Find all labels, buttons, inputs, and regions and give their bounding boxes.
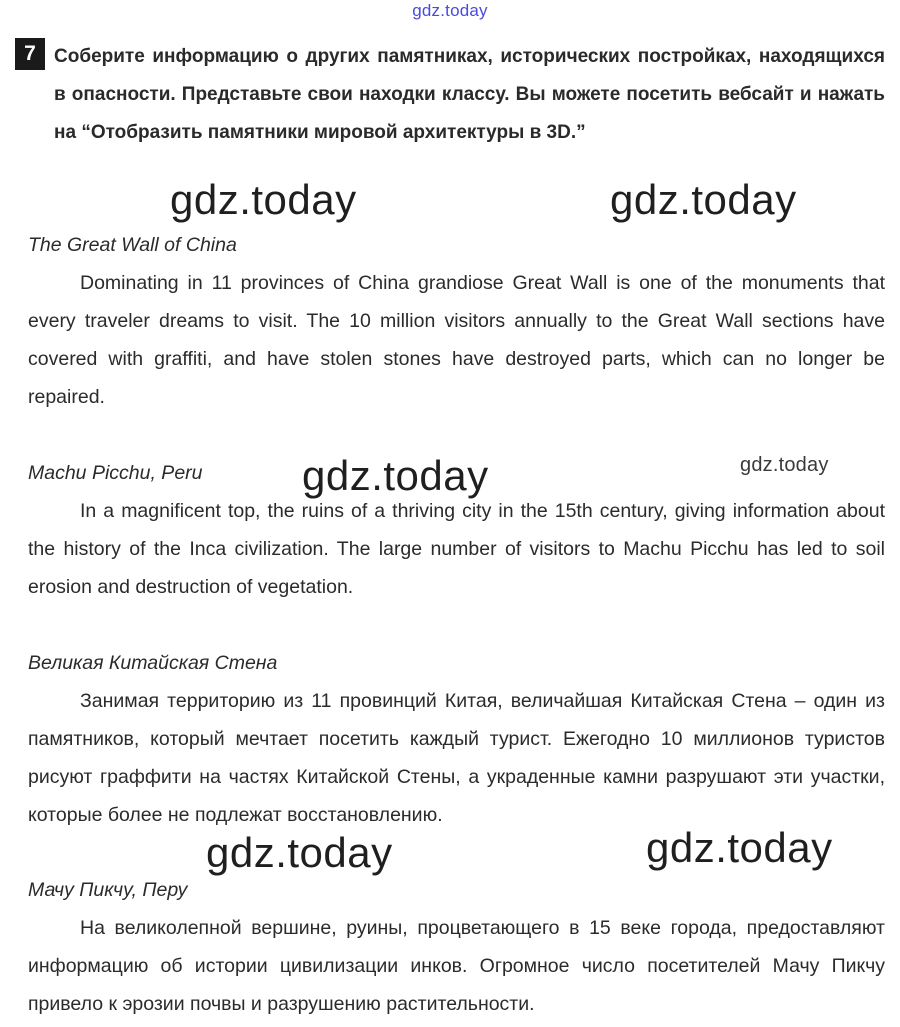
section-body: На великолепной вершине, руины, процветающего в 15 веке города, предоставляют информацию об истории цивилизации инков. Огромное число посетителей Мачу Пикчу привело к эрозии почвы и разрушению растительности. [28,917,885,1015]
task-instructions: Соберите информацию о других памятниках, исторических постройках, находящихся в опасности. Представьте свои находки классу. Вы можете посетить вебсайт и нажать на “Отобразить памятники мировой архитектуры в 3D.” [54,46,885,143]
watermark: gdz.today [740,454,829,476]
section-title: Machu Picchu, Peru [28,462,203,484]
section-title: Великая Китайская Стена [28,652,278,674]
watermark: gdz.today [206,829,393,876]
section-title: The Great Wall of China [28,234,237,256]
section-great-wall-ru [28,644,885,834]
task-number-badge: 7 [15,38,45,70]
watermark: gdz.today [610,176,797,223]
top-watermark: gdz.today [412,1,488,20]
section-body: Занимая территорию из 11 провинций Китая, величайшая Китайская Стена – один из памятников, который мечтает посетить каждый турист. Ежегодно 10 миллионов туристов рисуют граффити на частях Китайской Стены, а украденные камни разрушают эти участки, которые более не подлежат восстановлению. [28,690,885,826]
section-body: Dominating in 11 provinces of China grandiose Great Wall is one of the monuments that every traveler dreams to visit. The 10 million visitors annually to the Great Wall sections have covered with graffiti, and have stolen stones have destroyed parts, which can no longer be repaired. [28,272,885,408]
watermark: gdz.today [646,824,833,871]
watermark: gdz.today [302,452,489,499]
section-great-wall-en [28,226,885,416]
section-body: In a magnificent top, the ruins of a thriving city in the 15th century, giving information about the history of the Inca civilization. The large number of visitors to Machu Picchu has led to soil erosion and destruction of vegetation. [28,500,885,598]
section-title: Мачу Пикчу, Перу [28,879,188,901]
section-machu-picchu-ru [28,871,885,1023]
watermark: gdz.today [170,176,357,223]
